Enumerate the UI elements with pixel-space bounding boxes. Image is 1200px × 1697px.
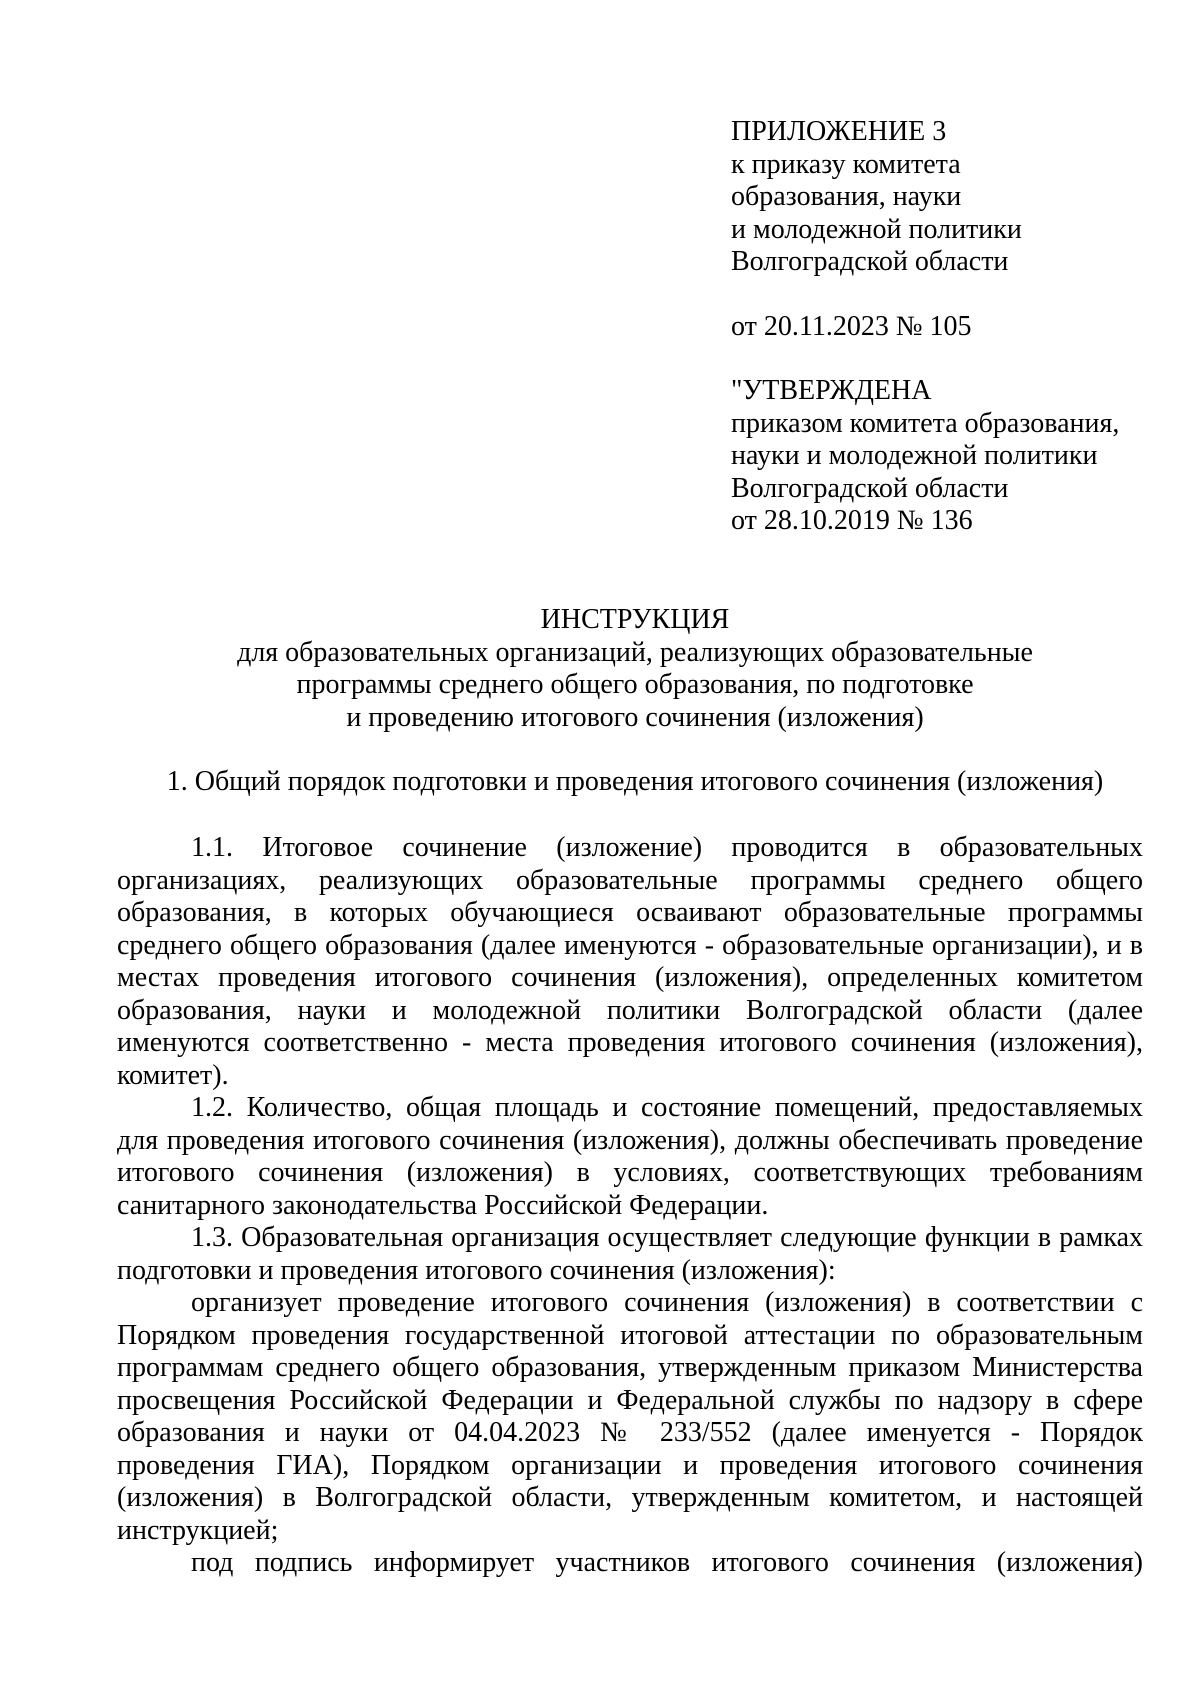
order-reference: от 20.11.2023 № 105 — [731, 310, 972, 342]
attachment-line-4: Волгоградской области — [731, 246, 1009, 277]
attachment-block — [731, 116, 1171, 538]
document-subtitle-line-3: и проведению итогового сочинения (изложения) — [346, 701, 924, 733]
spacer — [731, 343, 1171, 375]
paragraph-informs: под подпись информирует участников итогового сочинения (изложения) — [191, 1547, 1143, 1578]
paragraph-organizes: организует проведение итогового сочинения (изложения) в соответствии с Порядком проведения государственной итоговой аттестации по образовательным программам среднего общего образования, утвержденным приказом Министерства просвещения Российской Федерации и Федеральной службы по надзору в сфере образования и науки от 04.04.2023 № 233/552 (далее именуется - Порядок проведения ГИА), Порядком организации и проведения итогового сочинения (изложения) в Волгоградской области, утвержденным комитетом, и настоящей инструкцией; — [117, 1287, 1143, 1546]
approved-line-2: науки и молодежной политики — [731, 440, 1098, 471]
document-subtitle-line-2: программы среднего общего образования, по подготовке — [296, 669, 974, 700]
attachment-line-2: образования, науки — [731, 181, 962, 212]
paragraph-1-3: 1.3. Образовательная организация осуществляет следующие функции в рамках подготовки и проведения итогового сочинения (изложения): — [117, 1222, 1143, 1286]
paragraph-1-1: 1.1. Итоговое сочинение (изложение) проводится в образовательных организациях, реализующих образовательные программы среднего общего образования, в которых обучающиеся осваивают образовательные программы среднего общего образования (далее именуются - образовательные организации), и в местах проведения итогового сочинения (изложения), определенных комитетом образования, науки и молодежной политики Волгоградской области (далее именуются соответственно - места проведения итогового сочинения (изложения), комитет). — [117, 832, 1143, 1091]
approved-label: "УТВЕРЖДЕНА — [731, 375, 932, 406]
attachment-line-3: и молодежной политики — [731, 213, 1022, 245]
paragraph-1-2: 1.2. Количество, общая площадь и состояние помещений, предоставляемых для проведения итогового сочинения (изложения), должны обеспечивать проведение итогового сочинения (изложения) в условиях, соответствующих требованиям санитарного законодательства Российской Федерации. — [117, 1092, 1143, 1221]
section-heading: 1. Общий порядок подготовки и проведения итогового сочинения (изложения) — [166, 766, 1104, 797]
document-title: ИНСТРУКЦИЯ — [540, 604, 730, 635]
spacer — [731, 279, 1171, 311]
approved-line-3: Волгоградской области — [731, 472, 1009, 504]
attachment-line-1: к приказу комитета — [731, 148, 961, 180]
document-subtitle-line-1: для образовательных организаций, реализующих образовательные — [237, 636, 1033, 668]
instruction-title-block — [130, 604, 1140, 734]
approved-line-4: от 28.10.2019 № 136 — [731, 505, 973, 536]
approved-line-1: приказом комитета образования, — [731, 407, 1120, 439]
appendix-label: ПРИЛОЖЕНИЕ 3 — [731, 116, 947, 147]
body-text — [117, 832, 1143, 1580]
